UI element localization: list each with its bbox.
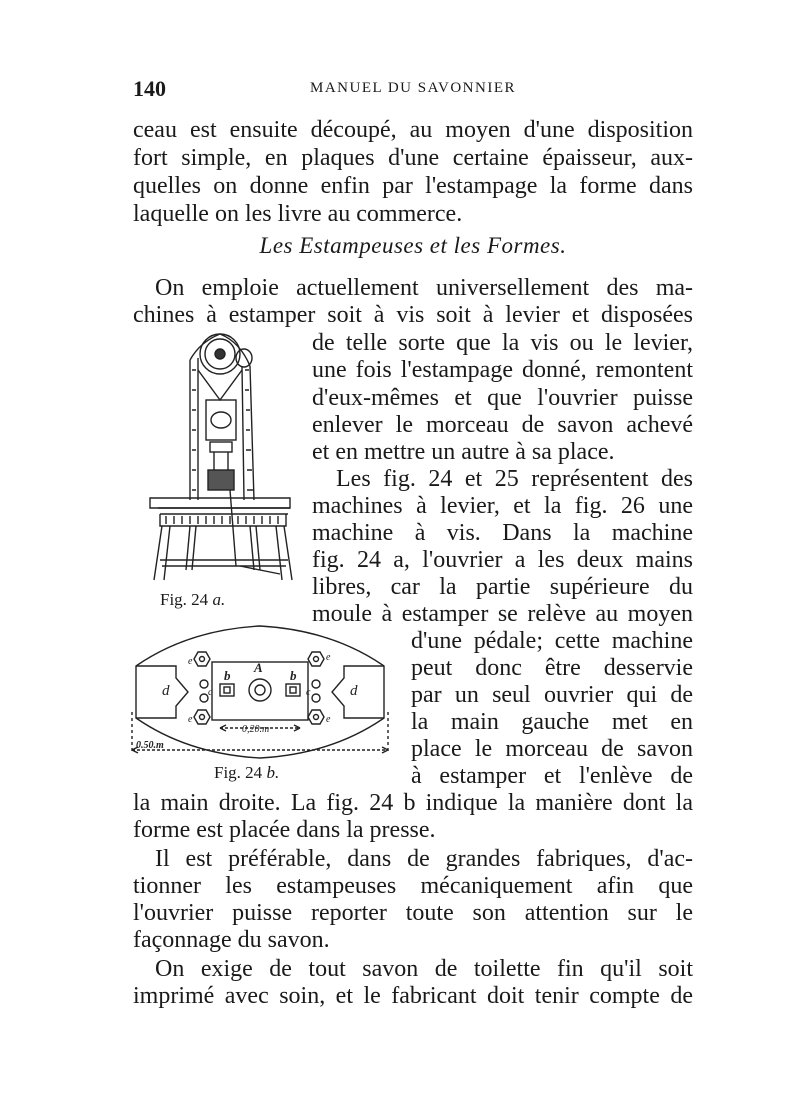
label-e-bottom-left: e: [188, 714, 193, 725]
mould-plan-diagram: [128, 622, 392, 762]
page-number: 140: [133, 76, 166, 101]
text-line: d'eux-mêmes et que l'ouvrier puisse: [312, 385, 693, 411]
label-A: A: [254, 660, 263, 675]
stamping-machine-illustration: [140, 330, 300, 590]
text-line: moule à estamper se relève au moyen: [312, 601, 693, 627]
text-line: place le morceau de savon: [411, 736, 693, 762]
label-b-left: b: [224, 668, 231, 683]
page-header: [133, 76, 693, 102]
text-line: façonnage du savon.: [133, 927, 330, 953]
label-d-right: d: [350, 683, 358, 699]
figure-24a-caption-letter: a.: [212, 590, 226, 609]
text-line: une fois l'estampage donné, remontent: [312, 357, 693, 383]
text-line: ceau est ensuite découpé, au moyen d'une disposition: [133, 117, 693, 143]
section-title: Les Estampeuses et les Formes.: [259, 233, 567, 258]
text-line: à estamper et l'enlève de: [411, 763, 693, 789]
text-line: imprimé avec soin, et le fabricant doit tenir compte de: [133, 983, 693, 1009]
text-line: et en mettre un autre à sa place.: [312, 439, 615, 465]
text-line: Les fig. 24 et 25 représentent des: [336, 466, 693, 492]
text-line: fort simple, en plaques d'une certaine épaisseur, aux-: [133, 145, 693, 171]
text-line: la main droite. La fig. 24 b indique la manière dont la: [133, 790, 693, 816]
figure-24a-stamping-machine: [140, 330, 300, 590]
text-line: tionner les estampeuses mécaniquement afin que: [133, 873, 693, 899]
text-line: Il est préférable, dans de grandes fabriques, d'ac-: [155, 846, 693, 872]
text-line: enlever le morceau de savon achevé: [312, 412, 693, 438]
label-e-top-right: e: [326, 652, 331, 663]
running-title: MANUEL DU SAVONNIER: [309, 80, 516, 96]
text-line: quelles on donne enfin par l'estampage la forme dans: [133, 173, 693, 199]
text-line: peut donc être desservie: [411, 655, 693, 681]
text-line: forme est placée dans la presse.: [133, 817, 436, 843]
text-line: d'une pédale; cette machine: [411, 628, 693, 654]
label-e-top-left: e: [188, 656, 193, 667]
label-inner-dimension: 0,20.m: [242, 724, 270, 735]
label-e-bottom-right: e: [326, 714, 331, 725]
figure-24b-caption-prefix: Fig. 24: [214, 763, 263, 782]
label-b-right: b: [290, 668, 297, 683]
text-line: libres, car la partie supérieure du: [312, 574, 693, 600]
text-line: fig. 24 a, l'ouvrier a les deux mains: [312, 547, 693, 573]
figure-24a-caption: [160, 590, 225, 610]
text-line: l'ouvrier puisse reporter toute son attention sur le: [133, 900, 693, 926]
label-c-right: c: [306, 687, 311, 698]
figure-24b-mould-plan: [128, 622, 392, 762]
label-outer-dimension: 0.50.m: [136, 740, 164, 751]
label-d-left: d: [162, 683, 170, 699]
text-line: On emploie actuellement universellement des ma-: [155, 275, 693, 301]
figure-24b-caption-letter: b.: [266, 763, 280, 782]
figure-24a-caption-prefix: Fig. 24: [160, 590, 209, 609]
text-line: de telle sorte que la vis ou le levier,: [312, 330, 693, 356]
text-line: par un seul ouvrier qui de: [411, 682, 693, 708]
text-line: machines à levier, et la fig. 26 une: [312, 493, 693, 519]
text-line: laquelle on les livre au commerce.: [133, 201, 463, 227]
text-line: machine à vis. Dans la machine: [312, 520, 693, 546]
text-line: On exige de tout savon de toilette fin qu'il soit: [155, 956, 693, 982]
text-line: la main gauche met en: [411, 709, 693, 735]
figure-24b-caption: [214, 763, 279, 783]
text-line: chines à estamper soit à vis soit à levier et disposées: [133, 302, 693, 328]
label-c-left: c: [208, 687, 213, 698]
